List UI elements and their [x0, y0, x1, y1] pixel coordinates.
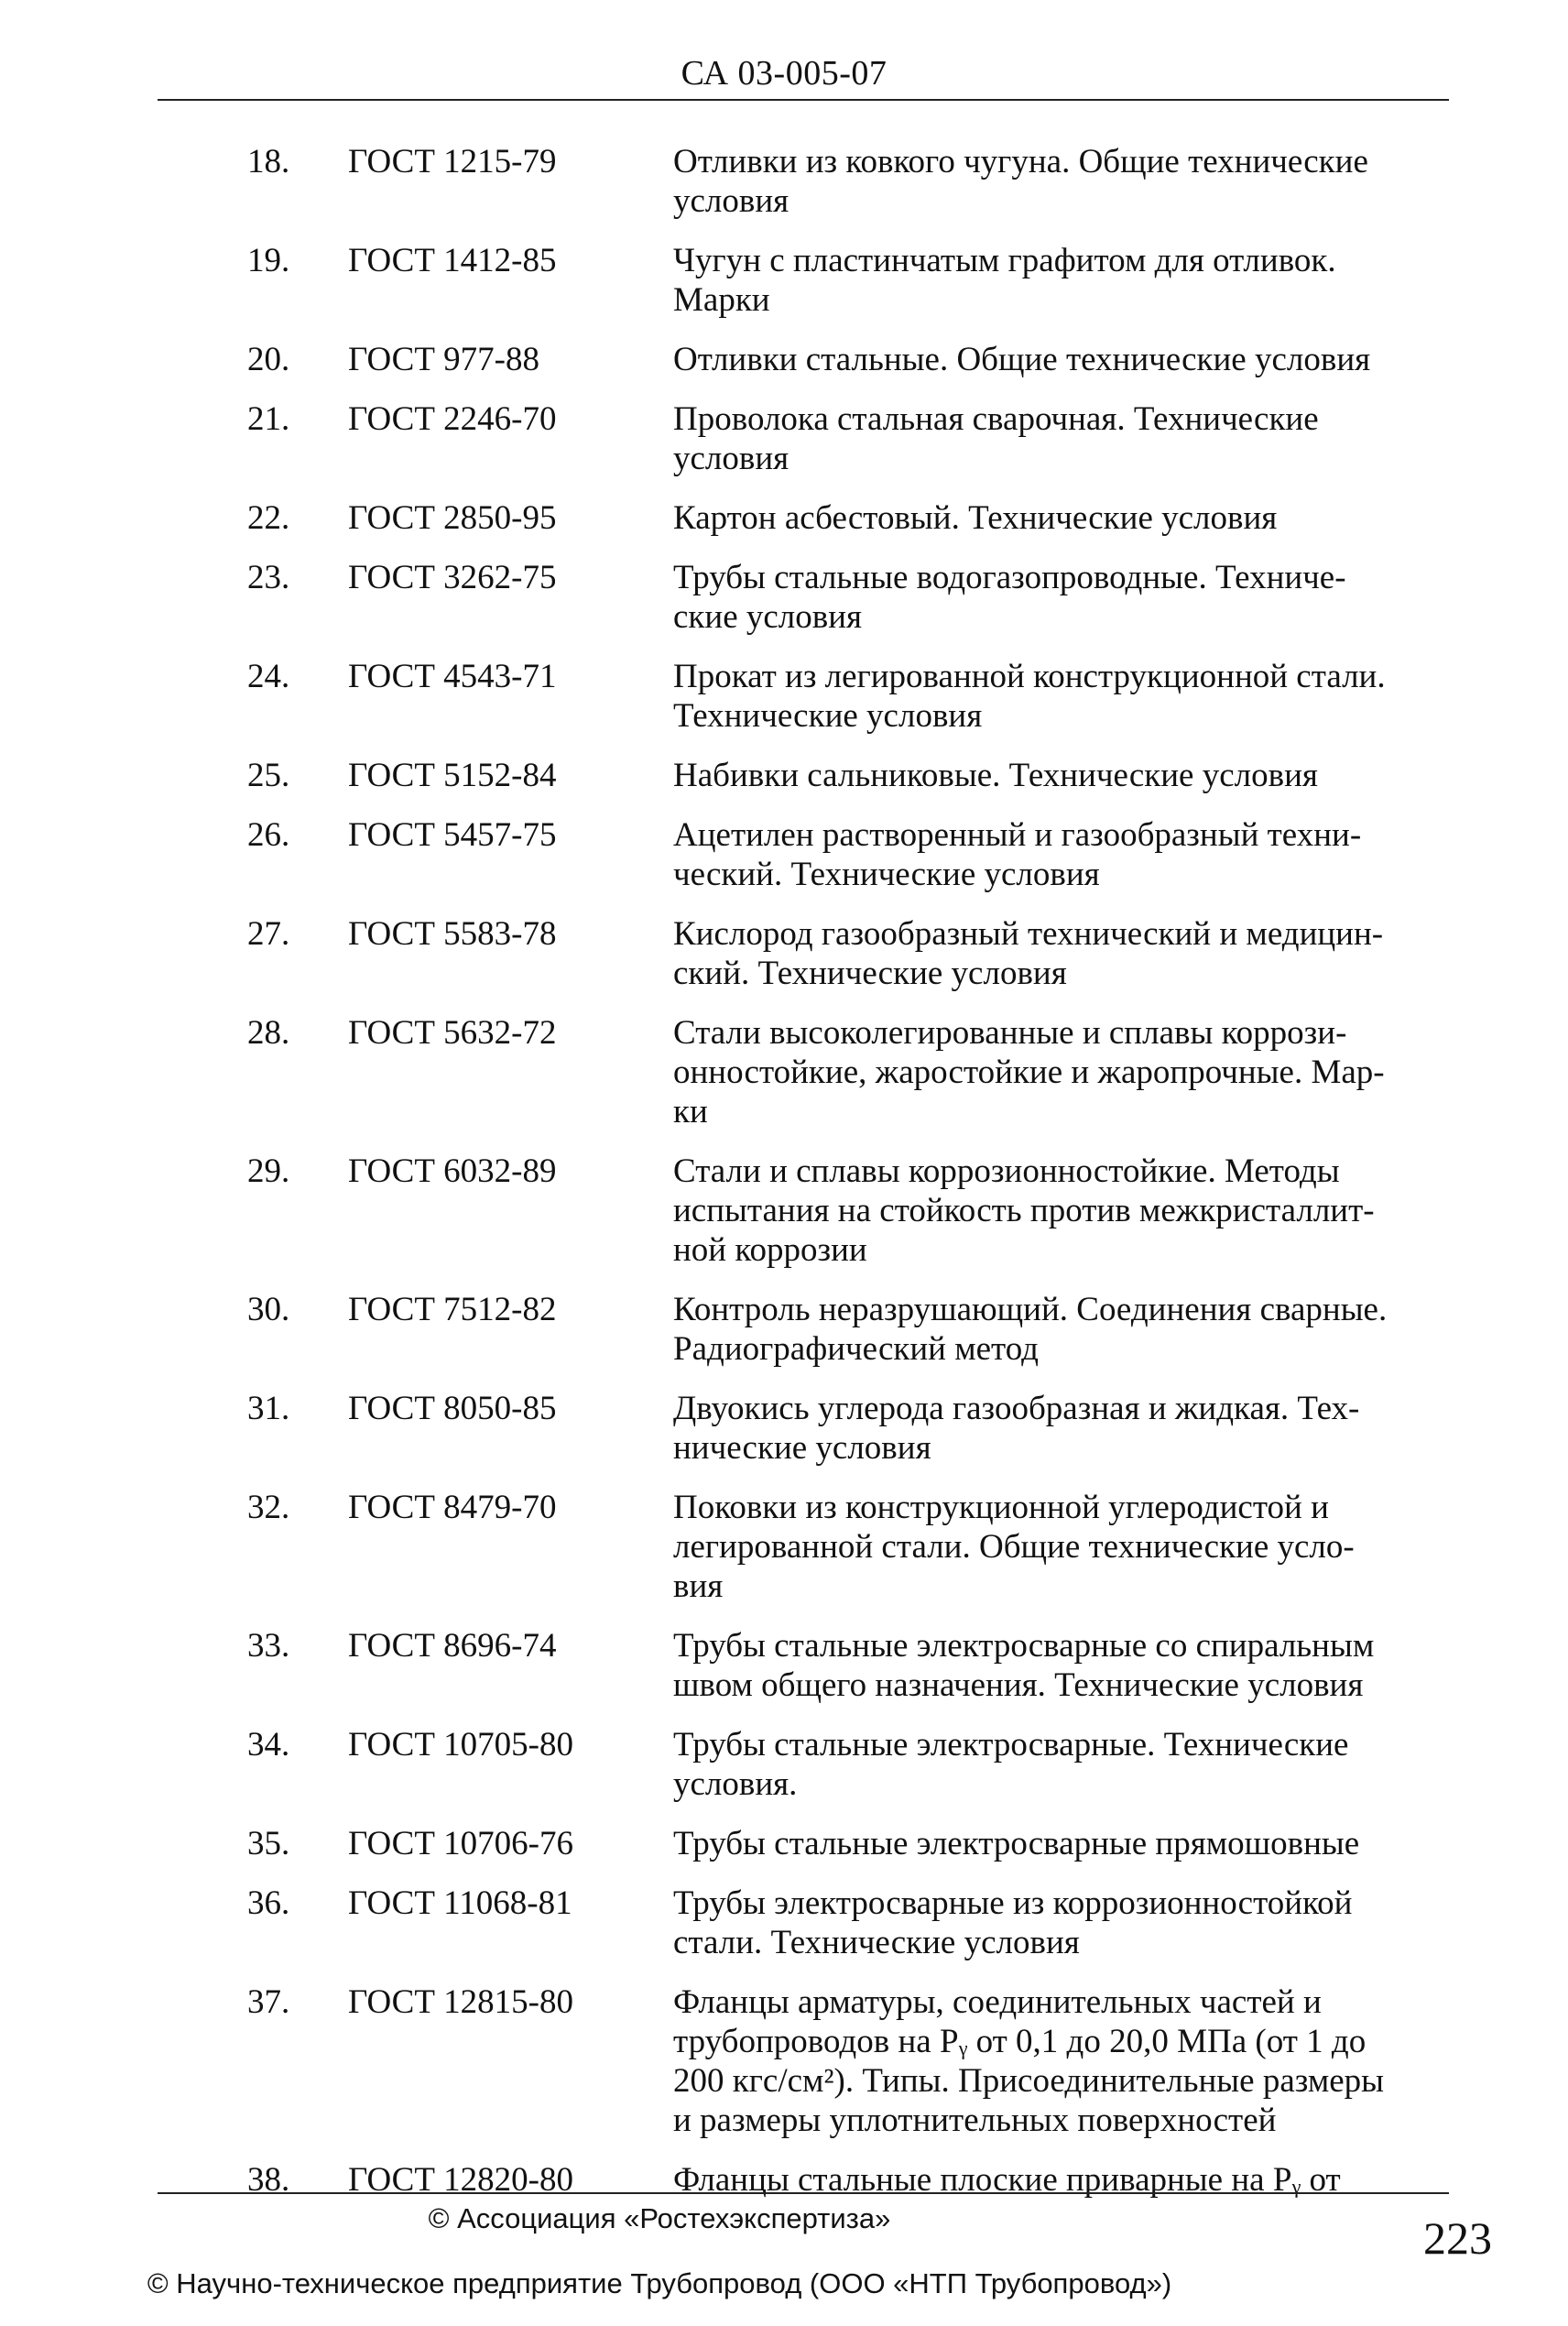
- standard-code: ГОСТ 977-88: [348, 341, 539, 378]
- item-number: 32.: [247, 1489, 290, 1526]
- standard-code: ГОСТ 4543-71: [348, 658, 557, 695]
- standard-code: ГОСТ 6032-89: [348, 1152, 557, 1190]
- standard-code: ГОСТ 11068-81: [348, 1884, 572, 1922]
- item-number: 26.: [247, 816, 290, 854]
- item-number: 34.: [247, 1726, 290, 1764]
- standard-code: ГОСТ 1215-79: [348, 143, 557, 180]
- standard-code: ГОСТ 5632-72: [348, 1014, 557, 1052]
- item-number: 20.: [247, 341, 290, 378]
- item-number: 36.: [247, 1884, 290, 1922]
- standard-title: Трубы электросварные из коррозионностойкой стали. Технические условия: [673, 1884, 1353, 1961]
- standard-code: ГОСТ 8050-85: [348, 1390, 557, 1427]
- standard-code: ГОСТ 10706-76: [348, 1825, 573, 1862]
- document-code: СА 03-005-07: [681, 54, 887, 93]
- standard-title: Картон асбестовый. Технические условия: [673, 499, 1278, 537]
- standard-title: Контроль неразрушающий. Соединения сварные. Радиографический метод: [673, 1291, 1388, 1368]
- item-number: 23.: [247, 559, 290, 596]
- standard-code: ГОСТ 1412-85: [348, 242, 557, 279]
- standard-title: Кислород газообразный технический и медицин- ский. Технические условия: [673, 915, 1384, 992]
- standard-code: ГОСТ 5152-84: [348, 757, 557, 794]
- standard-title: Набивки сальниковые. Технические условия: [673, 757, 1318, 794]
- item-number: 21.: [247, 400, 290, 438]
- standard-code: ГОСТ 8696-74: [348, 1627, 557, 1665]
- standard-title: Чугун с пластинчатым графитом для отливок. Марки: [673, 242, 1336, 319]
- item-number: 19.: [247, 242, 290, 279]
- standard-title: Трубы стальные электросварные прямошовные: [673, 1825, 1360, 1862]
- standard-title: Трубы стальные электросварные со спиральным швом общего назначения. Технические условия: [673, 1627, 1375, 1704]
- page-number: 223: [1423, 2212, 1492, 2264]
- item-number: 31.: [247, 1390, 290, 1427]
- standard-code: ГОСТ 12815-80: [348, 1983, 573, 2021]
- footer-copyright-enterprise: © Научно-техническое предприятие Трубопровод (ООО «НТП Трубопровод»): [147, 2267, 1172, 2299]
- standard-title: Трубы стальные электросварные. Технические условия.: [673, 1726, 1349, 1803]
- standard-title: Проволока стальная сварочная. Технические условия: [673, 400, 1319, 477]
- standard-title: Прокат из легированной конструкционной стали. Технические условия: [673, 658, 1386, 735]
- standard-title: Ацетилен растворенный и газообразный техни- ческий. Технические условия: [673, 816, 1362, 893]
- standard-code: ГОСТ 10705-80: [348, 1726, 573, 1764]
- standard-code: ГОСТ 5457-75: [348, 816, 557, 854]
- standard-title: Трубы стальные водогазопроводные. Техниче- ские условия: [673, 559, 1346, 636]
- standard-title: Двуокись углерода газообразная и жидкая. Тех- нические условия: [673, 1390, 1360, 1467]
- item-number: 28.: [247, 1014, 290, 1052]
- standard-code: ГОСТ 7512-82: [348, 1291, 557, 1328]
- standard-code: ГОСТ 5583-78: [348, 915, 557, 953]
- standard-title: Отливки из ковкого чугуна. Общие технические условия: [673, 143, 1368, 220]
- standard-title: Фланцы стальные плоские приварные на Pᵧ от: [673, 2161, 1341, 2199]
- standard-title: Стали и сплавы коррозионностойкие. Методы испытания на стойкость против межкристаллит- ной коррозии: [673, 1152, 1375, 1269]
- standard-code: ГОСТ 2246-70: [348, 400, 557, 438]
- header-divider: [158, 99, 1449, 101]
- item-number: 38.: [247, 2161, 290, 2199]
- item-number: 27.: [247, 915, 290, 953]
- footer-divider: [158, 2192, 1449, 2194]
- standard-code: ГОСТ 8479-70: [348, 1489, 557, 1526]
- standard-code: ГОСТ 3262-75: [348, 559, 557, 596]
- item-number: 35.: [247, 1825, 290, 1862]
- standard-title: Фланцы арматуры, соединительных частей и трубопроводов на Pᵧ от 0,1 до 20,0 МПа (от 1 до 200 кгс/см²). Типы. Присоединительные размеры и размеры уплотнительных поверхностей: [673, 1983, 1385, 2139]
- item-number: 30.: [247, 1291, 290, 1328]
- standard-title: Отливки стальные. Общие технические условия: [673, 341, 1371, 378]
- standard-title: Стали высоколегированные и сплавы коррози- онностойкие, жаростойкие и жаропрочные. Мар- ки: [673, 1014, 1385, 1130]
- item-number: 29.: [247, 1152, 290, 1190]
- item-number: 25.: [247, 757, 290, 794]
- item-number: 24.: [247, 658, 290, 695]
- item-number: 22.: [247, 499, 290, 537]
- footer-copyright-association: © Ассоциация «Ростехэкспертиза»: [428, 2202, 891, 2234]
- standard-code: ГОСТ 2850-95: [348, 499, 557, 537]
- item-number: 37.: [247, 1983, 290, 2021]
- item-number: 33.: [247, 1627, 290, 1665]
- standard-title: Поковки из конструкционной углеродистой и легированной стали. Общие технические усло- вия: [673, 1489, 1355, 1605]
- standard-code: ГОСТ 12820-80: [348, 2161, 573, 2199]
- item-number: 18.: [247, 143, 290, 180]
